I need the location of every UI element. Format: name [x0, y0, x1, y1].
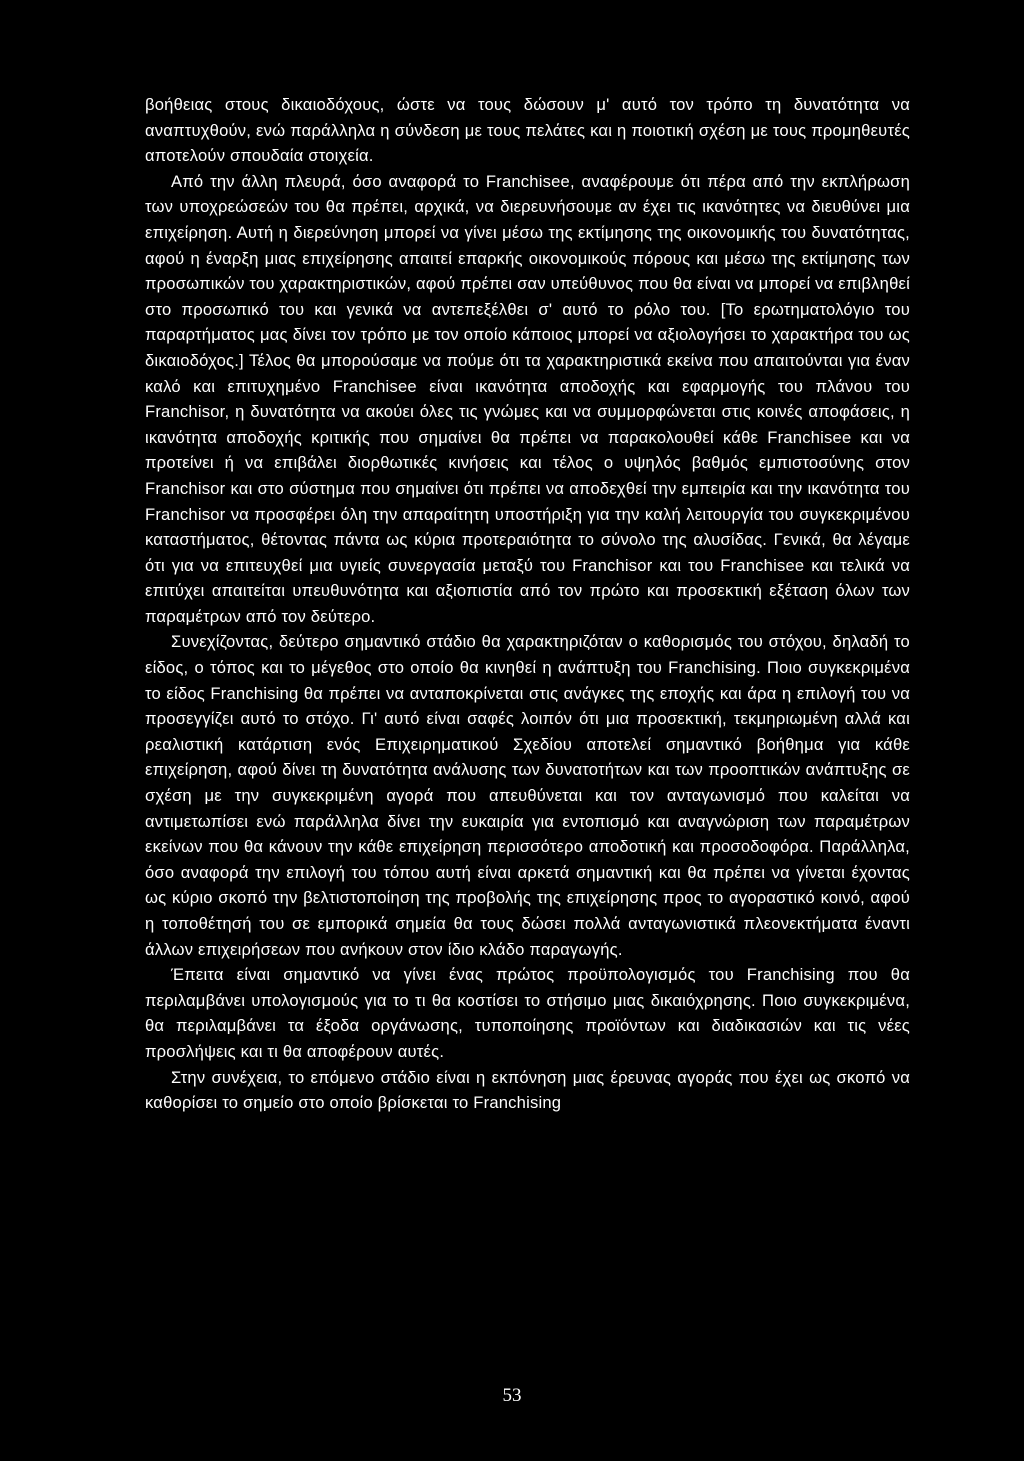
paragraph-1: βοήθειας στους δικαιοδόχους, ώστε να τους δώσουν μ' αυτό τον τρόπο τη δυνατότητα να αναπτυχθούν, ενώ παράλληλα η σύνδεση με τους πελάτες και η ποιοτική σχέση με τους προμηθευτές αποτελούν σπουδαία στοιχεία. — [145, 95, 910, 166]
paragraph-3: Συνεχίζοντας, δεύτερο σημαντικό στάδιο θα χαρακτηριζόταν ο καθορισμός του στόχου, δηλαδή το είδος, ο τόπος και το μέγεθος στο οποίο θα κινηθεί η ανάπτυξη του Franchising. Ποιο συγκεκριμένα το είδος Franchising θα πρέπει να ανταποκρίνεται στις ανάγκες της εποχής και άρα η επιλογή του να προσεγγίζει αυτό το στόχο. Γι' αυτό είναι σαφές λοιπόν ότι μια προσεκτική, τεκμηριωμένη αλλά και ρεαλιστική κατάρτιση ενός Επιχειρηματικού Σχεδίου αποτελεί σημαντικό βοήθημα για κάθε επιχείρηση, αφού δίνει τη δυνατότητα ανάλυσης των δυνατοτήτων και των προοπτικών ανάπτυξης σε σχέση με την συγκεκριμένη αγορά που απευθύνεται και τον ανταγωνισμό που καλείται να αντιμετωπίσει ενώ παράλληλα δίνει την ευκαιρία για εντοπισμό και αναγνώριση των παραμέτρων εκείνων που θα κάνουν την κάθε επιχείρηση περισσότερο αποδοτική και προσοδοφόρα. Παράλληλα, όσο αναφορά την επιλογή του τόπου αυτή είναι αρκετά σημαντική και θα πρέπει να γίνεται έχοντας ως κύριο σκοπό την βελτιστοποίηση της προβολής της επιχείρησης προς το αγοραστικό κοινό, αφού η τοποθέτησή του σε εμπορικά σημεία θα τους δώσει πολλά ανταγωνιστικά πλεονεκτήματα έναντι άλλων επιχειρήσεων που ανήκουν στον ίδιο κλάδο παραγωγής. — [145, 632, 910, 959]
page-number: 53 — [502, 1385, 522, 1406]
paragraph-4: Έπειτα είναι σημαντικό να γίνει ένας πρώτος προϋπολογισμός του Franchising που θα περιλαμβάνει υπολογισμούς για το τι θα κοστίσει το στήσιμο μιας δικαιόχρησης. Ποιο συγκεκριμένα, θα περιλαμβάνει τα έξοδα οργάνωσης, τυποποίησης προϊόντων και διαδικασιών και τις νέες προσλήψεις και τι θα αποφέρουν αυτές. — [145, 965, 910, 1061]
paragraph-5: Στην συνέχεια, το επόμενο στάδιο είναι η εκπόνηση μιας έρευνας αγοράς που έχει ως σκοπό να καθορίσει το σημείο στο οποίο βρίσκεται το Franchising — [145, 1067, 910, 1113]
body-text — [145, 92, 910, 1116]
paragraph-2: Από την άλλη πλευρά, όσο αναφορά το Franchisee, αναφέρουμε ότι πέρα από την εκπλήρωση των υποχρεώσεών του θα πρέπει, αρχικά, να διερευνήσουμε αν έχει τις ικανότητες να διευθύνει μια επιχείρηση. Αυτή η διερεύνηση μπορεί να γίνει μέσω της εκτίμησης της οικονομικής του δυνατότητας, αφού η έναρξη μιας επιχείρησης απαιτεί επαρκής οικονομικούς πόρους και μέσω της εκτίμησης των προσωπικών του χαρακτηριστικών, αφού πρέπει σαν υπεύθυνος που θα είναι να μπορεί να επιβληθεί στο προσωπικό του και γενικά να αντεπεξέλθει σ' αυτό το ρόλο του. [Το ερωτηματολόγιο του παραρτήματος μας δίνει τον τρόπο με τον οποίο κάποιος μπορεί να αξιολογήσει το χαρακτήρα του ως δικαιοδόχος.] Τέλος θα μπορούσαμε να πούμε ότι τα χαρακτηριστικά εκείνα που απαιτούνται για έναν καλό και επιτυχημένο Franchisee είναι ικανότητα αποδοχής και εφαρμογής του πλάνου του Franchisor, η δυνατότητα να ακούει όλες τις γνώμες και να συμμορφώνεται στις κοινές αποφάσεις, η ικανότητα αποδοχής κριτικής που σημαίνει θα πρέπει να παρακολουθεί κάθε Franchisee και να προτείνει ή να επιβάλει διορθωτικές κινήσεις και τέλος ο υψηλός βαθμός εμπιστοσύνης στον Franchisor και στο σύστημα που σημαίνει ότι πρέπει να αποδεχθεί την εμπειρία και την ικανότητα του Franchisor να προσφέρει όλη την απαραίτητη υποστήριξη για την καλή λειτουργία του συγκεκριμένου καταστήματος, θέτοντας πάντα ως κύρια προτεραιότητα το σύνολο της αλυσίδας. Γενικά, θα λέγαμε ότι για να επιτευχθεί μια υγιείς συνεργασία μεταξύ του Franchisor και του Franchisee και τελικά να επιτύχει απαιτείται υπευθυνότητα και αξιοπιστία από τον πρώτο και προσεκτική εξέταση όλων των παραμέτρων από τον δεύτερο. — [145, 171, 910, 626]
